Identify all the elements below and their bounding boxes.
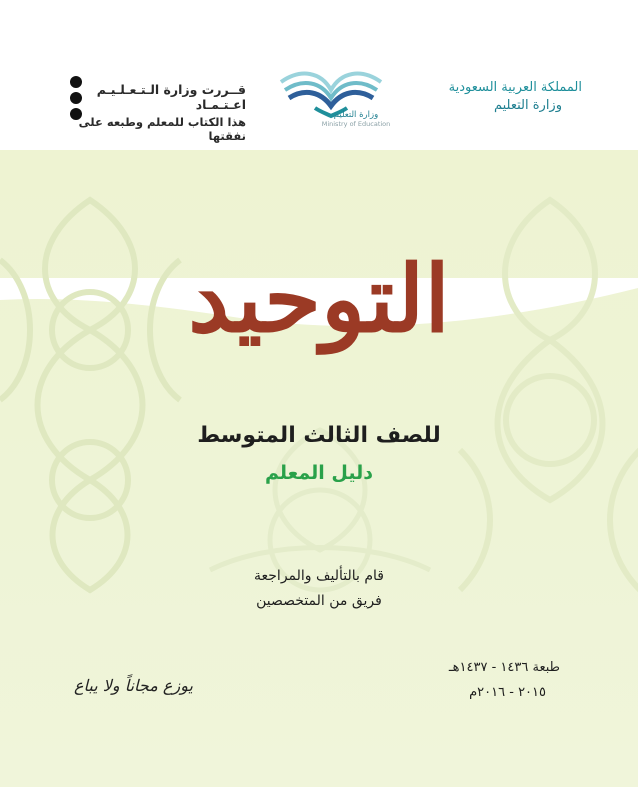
book-title: التوحيد xyxy=(188,245,450,353)
approval-line-2: هذا الكتاب للمعلم وطبعه على نفقتها xyxy=(78,115,246,143)
authors-credit xyxy=(0,564,638,614)
ministry-logo-text xyxy=(316,110,396,128)
edition-hijri: طبعة ١٤٣٦ - ١٤٣٧هـ xyxy=(448,660,560,675)
ornament-pattern-left xyxy=(0,180,220,600)
edition-info xyxy=(449,655,560,705)
kingdom-heading xyxy=(449,80,582,113)
kingdom-name: المملكة العربية السعودية xyxy=(448,80,582,95)
free-distribution-note: يوزع مجاناً ولا يباع xyxy=(74,676,193,695)
authors-line-2: فريق من المتخصصين xyxy=(256,593,382,609)
grade-level: للصف الثالث المتوسط xyxy=(197,423,441,448)
approval-statement xyxy=(56,82,246,143)
ministry-name: وزارة التعليم xyxy=(493,98,562,113)
authors-line-1: قام بالتأليف والمراجعة xyxy=(254,568,384,584)
logo-arabic-text: وزارة التعليم xyxy=(333,110,379,120)
logo-english-text: Ministry of Education xyxy=(321,120,391,128)
edition-gregorian: ٢٠١٥ - ٢٠١٦م xyxy=(469,685,546,700)
teacher-guide-label: دليل المعلم xyxy=(265,462,373,484)
approval-line-1: قــررت وزارة الـتـعـلـيـم اعـتـمـاد xyxy=(96,82,246,112)
